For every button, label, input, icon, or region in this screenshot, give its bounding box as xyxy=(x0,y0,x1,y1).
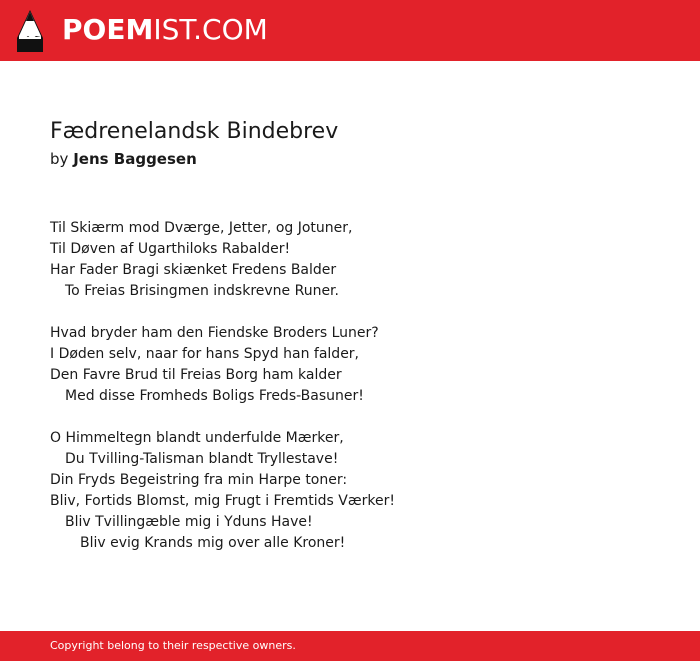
poem-line: Har Fader Bragi skiænket Fredens Balder xyxy=(50,262,337,278)
poem-author: Jens Baggesen xyxy=(73,150,197,168)
poem-line: Bliv, Fortids Blomst, mig Frugt i Fremtids Værker! xyxy=(50,493,395,509)
poem-line: Du Tvilling-Talisman blandt Tryllestave! xyxy=(65,451,339,467)
poem-title: Fædrenelandsk Bindebrev xyxy=(50,119,339,144)
logo-brand-bold: POEM xyxy=(62,13,154,46)
poem-line: Bliv evig Krands mig over alle Kroner! xyxy=(80,535,346,551)
by-label: by xyxy=(50,150,69,168)
copyright-notice: Copyright belong to their respective owners. xyxy=(50,639,296,652)
poem-line: Bliv Tvillingæble mig i Yduns Have! xyxy=(65,514,313,530)
site-footer xyxy=(0,631,700,661)
poem-line: Den Favre Brud til Freias Borg ham kalder xyxy=(50,367,342,383)
poem-body xyxy=(50,218,395,575)
poem-line: I Døden selv, naar for hans Spyd han falder, xyxy=(50,346,360,362)
poem-line: Hvad bryder ham den Fiendske Broders Luner? xyxy=(50,325,379,341)
site-logo[interactable] xyxy=(62,13,268,47)
poem-stanza xyxy=(50,218,395,302)
poem-byline xyxy=(50,148,197,170)
pencil-tip-icon[interactable] xyxy=(17,10,43,52)
poem-line: O Himmeltegn blandt underfulde Mærker, xyxy=(50,430,344,446)
poem-line: Til Døven af Ugarthiloks Rabalder! xyxy=(50,241,291,257)
logo-brand-light: IST.COM xyxy=(153,13,268,46)
poem-stanza xyxy=(50,428,395,554)
poem-stanza xyxy=(50,323,395,407)
poem-line: Med disse Fromheds Boligs Freds-Basuner! xyxy=(65,388,364,404)
poem-line: Din Fryds Begeistring fra min Harpe toner: xyxy=(50,472,348,488)
poem-line: To Freias Brisingmen indskrevne Runer. xyxy=(65,283,339,299)
site-header xyxy=(0,0,700,61)
poem-line: Til Skiærm mod Dværge, Jetter, og Jotuner, xyxy=(50,220,353,236)
